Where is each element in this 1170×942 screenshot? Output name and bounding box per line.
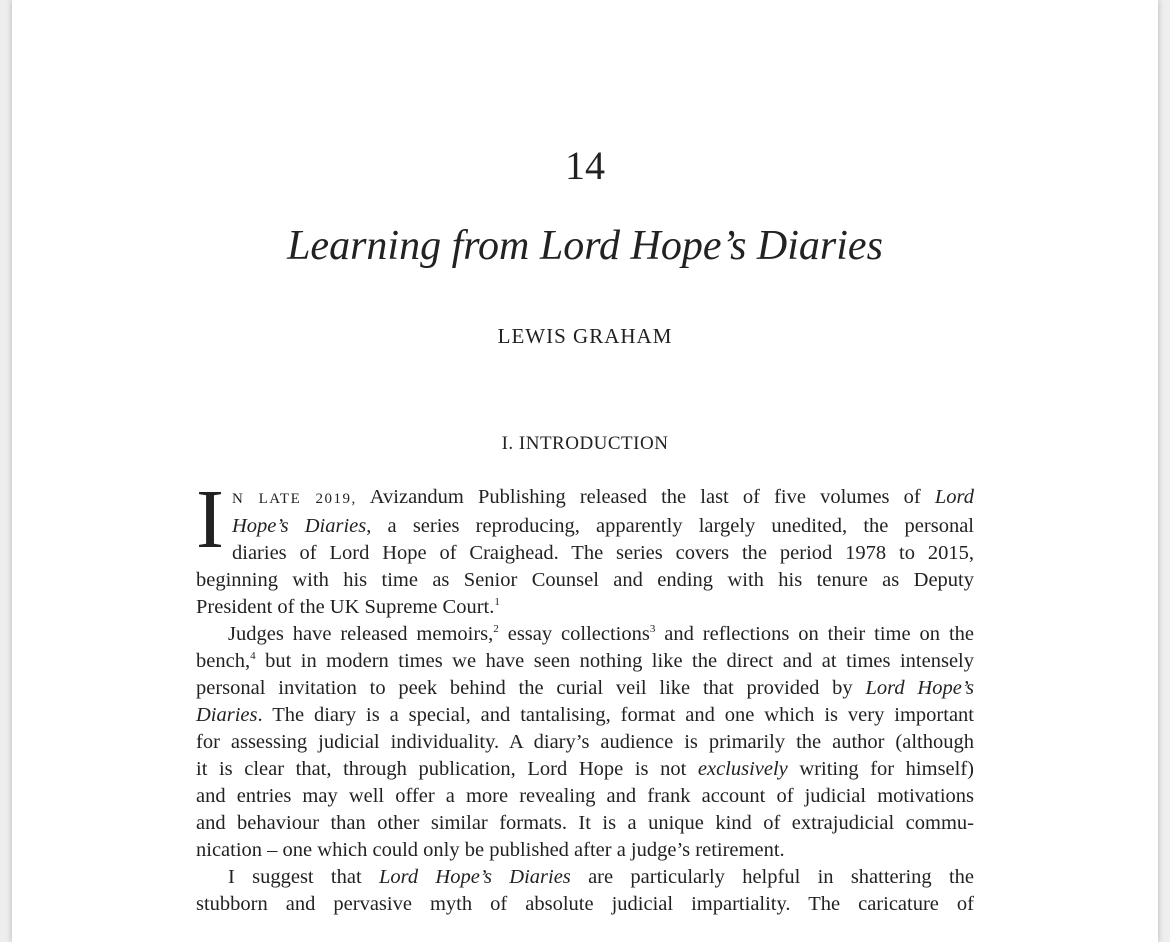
- paragraph-2-line-2: bench,$^4$ but in modern times we have seen nothing like the direct and at times intensely: [196, 650, 974, 672]
- drop-cap: I: [196, 473, 224, 566]
- chapter-author: LEWIS GRAHAM: [497, 324, 673, 348]
- paragraph-1-line-3: diaries of Lord Hope of Craighead. The series covers the period 1978 to 2015,: [232, 542, 974, 564]
- footnote-3[interactable]: 3: [649, 623, 656, 636]
- body-text: [196, 473, 974, 918]
- paragraph-2-line-1: Judges have released memoirs,$^2$ essay collections$^3$ and reflections on their time on the: [228, 623, 974, 645]
- paragraph-2: [196, 621, 974, 864]
- chapter-number: 14: [565, 143, 605, 188]
- paragraph-2-line-7: and entries may well offer a more revealing and frank account of judicial motivations: [196, 785, 974, 807]
- paragraph-1-line-2: Hope’s Diaries, a series reproducing, apparently largely unedited, the personal: [232, 515, 974, 537]
- paragraph-2-line-3: personal invitation to peek behind the curial veil like that provided by Lord Hope’s: [196, 677, 974, 699]
- paragraph-3: [196, 864, 974, 918]
- chapter-title: Learning from Lord Hope’s Diaries: [287, 223, 883, 269]
- section-heading: I. INTRODUCTION: [501, 433, 669, 454]
- book-page: [12, 0, 1158, 942]
- footnote-4[interactable]: 4: [250, 650, 256, 663]
- paragraph-2-line-5: for assessing judicial individuality. A diary’s audience is primarily the author (although: [196, 731, 974, 753]
- paragraph-1-line-1: N LATE 2019, Avizandum Publishing released the last of five volumes of Lord: [232, 486, 974, 508]
- paragraph-1-line-4: beginning with his time as Senior Counsel and ending with his tenure as Deputy: [196, 569, 974, 591]
- paragraph-2-line-4: Diaries. The diary is a special, and tantalising, format and one which is very important: [196, 704, 974, 726]
- paragraph-1: [196, 473, 974, 621]
- paragraph-2-line-8: and behaviour than other similar formats. It is a unique kind of extrajudicial commu-: [196, 812, 974, 834]
- paragraph-3-line-2: stubborn and pervasive myth of absolute judicial impartiality. The caricature of: [196, 893, 974, 915]
- paragraph-2-line-6: it is clear that, through publication, Lord Hope is not exclusively writing for himself): [196, 758, 974, 780]
- paragraph-1-line-5: President of the UK Supreme Court.$^1$: [196, 596, 500, 618]
- footnote-1[interactable]: 1: [494, 596, 500, 609]
- footnote-2[interactable]: 2: [493, 623, 499, 636]
- paragraph-3-line-1: I suggest that Lord Hope’s Diaries are particularly helpful in shattering the: [228, 866, 974, 888]
- paragraph-2-line-9: nication – one which could only be published after a judge’s retirement.: [196, 839, 785, 861]
